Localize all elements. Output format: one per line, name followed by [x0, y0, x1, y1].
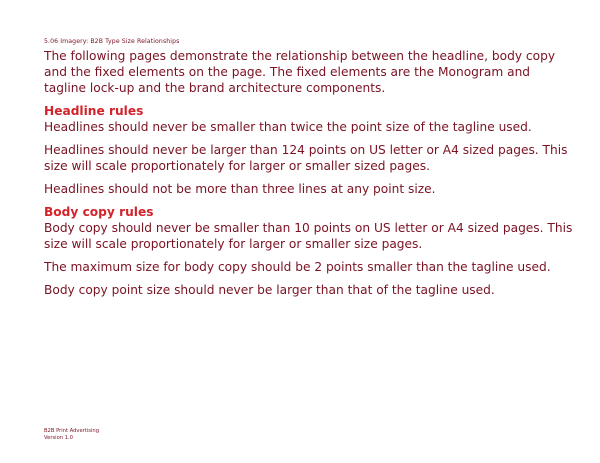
body-copy-rule-1: Body copy should never be smaller than 10 points on US letter or A4 sized pages. This size will scale proportionately for larger or smaller size pages. [44, 221, 573, 251]
section-label: 5.06 Imagery: B2B Type Size Relationships [44, 38, 180, 45]
footer [44, 428, 99, 442]
intro-paragraph: The following pages demonstrate the relationship between the headline, body copy and the fixed elements on the page. The fixed elements are the Monogram and tagline lock-up and the brand architecture components. [44, 49, 556, 95]
body-copy-rules-section [44, 204, 574, 298]
footer-title: B2B Print Advertising [44, 428, 99, 434]
headline-rule-1: Headlines should never be smaller than twice the point size of the tagline used. [44, 120, 532, 134]
body-copy-rule-3: Body copy point size should never be larger than that of the tagline used. [44, 283, 495, 297]
headline-rule-3: Headlines should not be more than three lines at any point size. [44, 182, 436, 196]
headline-rules-heading: Headline rules [44, 104, 144, 118]
headline-rules-section [44, 103, 574, 197]
page-content [44, 38, 574, 305]
footer-version: Version 1.0 [44, 435, 73, 441]
headline-rule-2: Headlines should never be larger than 124 points on US letter or A4 sized pages. This size will scale proportionately for larger or smaller sized pages. [44, 143, 568, 173]
body-copy-rules-heading: Body copy rules [44, 205, 154, 219]
body-copy-rule-2: The maximum size for body copy should be 2 points smaller than the tagline used. [44, 260, 551, 274]
